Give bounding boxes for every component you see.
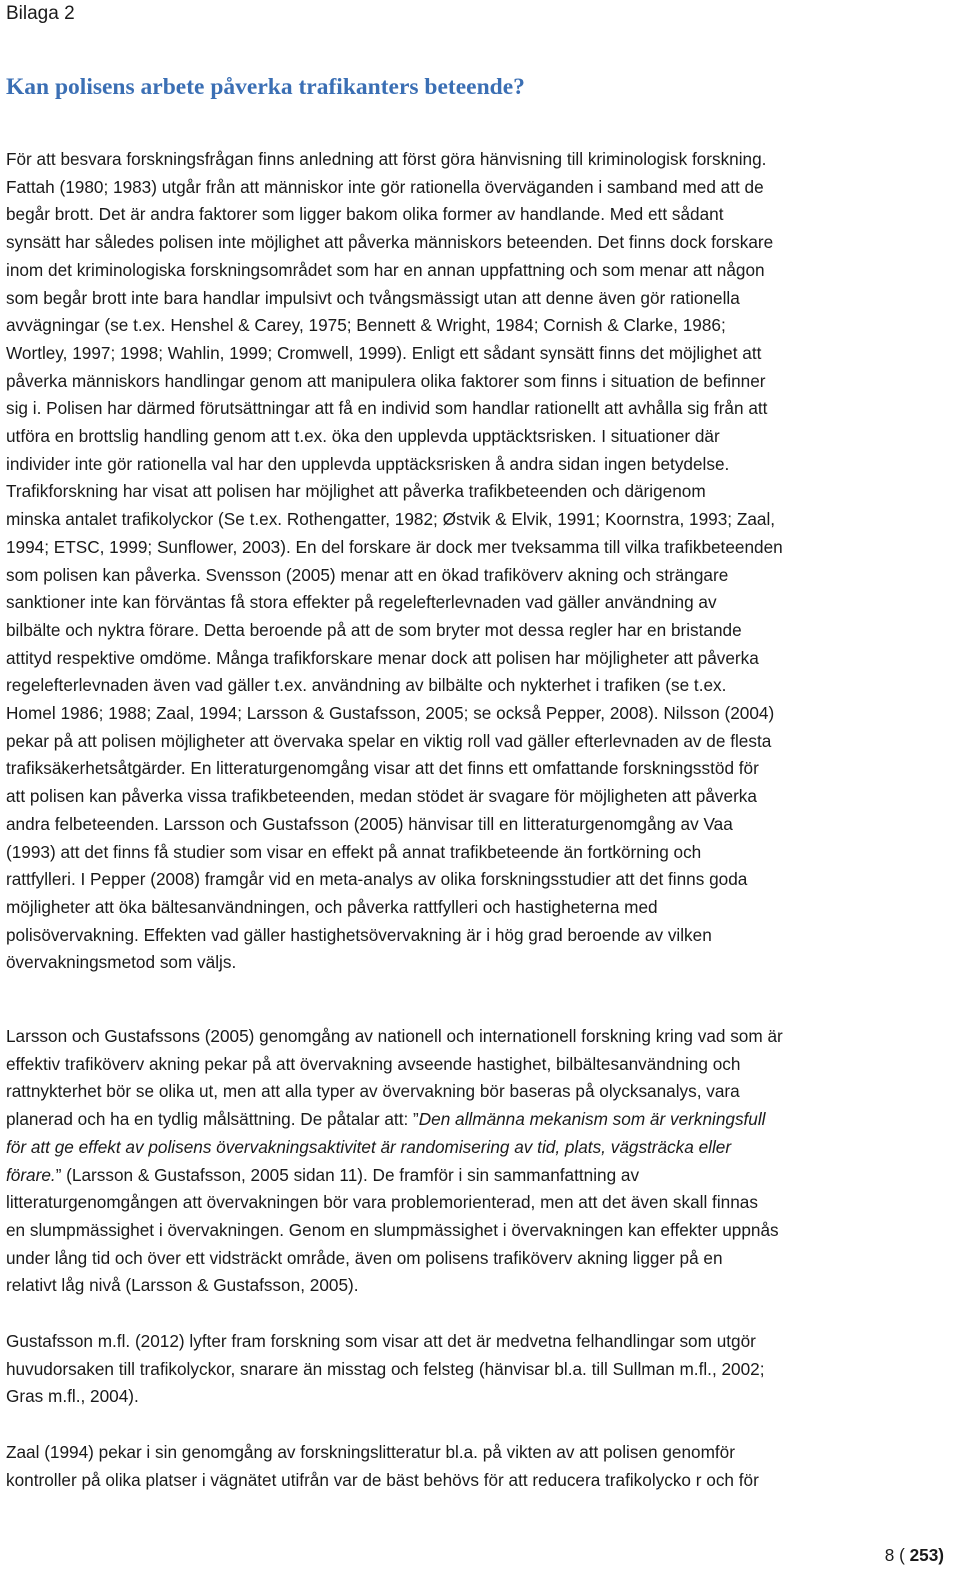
text-line: attityd respektive omdöme. Många trafikforskare menar dock att polisen har möjligheter att påverka bbox=[6, 647, 759, 668]
text-line: individer inte gör rationella val har den upplevda upptäcksrisken å andra sidan ingen betydelse. bbox=[6, 453, 730, 474]
text-line: inom det kriminologiska forskningsområdet som har en annan uppfattning och som menar att någon bbox=[6, 259, 765, 280]
page-title: Kan polisens arbete påverka trafikanters beteende? bbox=[6, 74, 525, 100]
text-line: utföra en brottslig handling genom att t.ex. öka den upplevda upptäcktsrisken. I situationer där bbox=[6, 426, 720, 447]
paragraph-4 bbox=[6, 1439, 946, 1494]
text-line: minska antalet trafikolyckor (Se t.ex. Rothengatter, 1982; Østvik & Elvik, 1991; Koornstra, 1993; Zaal, bbox=[6, 509, 776, 530]
text-line: Larsson och Gustafssons (2005) genomgång av nationell och internationell forskning kring vad som är bbox=[6, 1026, 783, 1046]
text-line bbox=[6, 1106, 946, 1134]
page-number bbox=[885, 1543, 944, 1567]
text-line: övervakningsmetod som väljs. bbox=[6, 952, 237, 973]
text-line: Wortley, 1997; 1998; Wahlin, 1999; Cromwell, 1999). Enligt ett sådant synsätt finns det möjlighet att bbox=[6, 342, 762, 363]
text-line: effektiv trafiköverv akning pekar på att övervakning avseende hastighet, bilbältesanvändning och bbox=[6, 1053, 741, 1074]
text-line: polisövervakning. Effekten vad gäller hastighetsövervakning är i hög grad beroende av vilken bbox=[6, 924, 712, 945]
text-line: att polisen kan påverka vissa trafikbeteenden, medan stödet är svagare för möjligheten att påverka bbox=[6, 786, 757, 807]
text-line: sanktioner inte kan förväntas få stora effekter på regelefterlevnaden vad gäller användning av bbox=[6, 592, 717, 613]
text-line: litteraturgenomgången att övervakningen bör vara problemorienterad, men att det även skall finnas bbox=[6, 1192, 758, 1213]
text-line: som polisen kan påverka. Svensson (2005) menar att en ökad trafiköverv akning och strängare bbox=[6, 564, 729, 585]
text-line: Zaal (1994) pekar i sin genomgång av forskningslitteratur bl.a. på vikten av att polisen genomför bbox=[6, 1442, 735, 1462]
text-segment: ” (Larsson & Gustafsson, 2005 sidan 11). De framför i sin sammanfattning av bbox=[55, 1164, 640, 1185]
quote-text: för att ge effekt av polisens övervakningsaktivitet är randomisering av tid, plats, vägsträcka eller bbox=[6, 1136, 732, 1157]
text-line bbox=[6, 1134, 946, 1162]
text-line: en slumpmässighet i övervakningen. Genom en slumpmässighet i övervakningen kan effekter uppnås bbox=[6, 1219, 779, 1240]
text-line: (1993) att det finns få studier som visar en effekt på annat trafikbeteende än fortkörning och bbox=[6, 841, 702, 862]
text-line: under lång tid och över ett vidsträckt område, även om polisens trafiköverv akning ligger på en bbox=[6, 1247, 723, 1268]
paragraph-3 bbox=[6, 1328, 946, 1411]
paragraph-2 bbox=[6, 1023, 946, 1300]
paragraph-1 bbox=[6, 146, 946, 977]
text-line: regelefterlevnaden även vad gäller t.ex. användning av bilbälte och nykterhet i trafiken (se t.ex. bbox=[6, 675, 727, 696]
text-line: bilbälte och nyktra förare. Detta beroende på att de som bryter mot dessa regler har en bristande bbox=[6, 619, 742, 640]
text-line: Trafikforskning har visat att polisen har möjlighet att påverka trafikbeteenden och därigenom bbox=[6, 481, 706, 502]
quote-text: Den allmänna mekanism som är verkningsfull bbox=[418, 1109, 766, 1130]
page-open-paren: ( bbox=[899, 1545, 905, 1565]
text-line: Homel 1986; 1988; Zaal, 1994; Larsson & Gustafsson, 2005; se också Pepper, 2008). Nilsson (2004) bbox=[6, 703, 775, 724]
text-line: sig i. Polisen har därmed förutsättningar att få en individ som handlar rationellt att avhålla sig från att bbox=[6, 398, 768, 419]
text-line: begår brott. Det är andra faktorer som ligger bakom olika former av handlande. Med ett sådant bbox=[6, 204, 724, 225]
text-line bbox=[6, 1162, 946, 1190]
text-line: relativt låg nivå (Larsson & Gustafsson, 2005). bbox=[6, 1275, 359, 1296]
text-line: rattnykterhet bör se olika ut, men att alla typer av övervakning bör baseras på olycksanalys, vara bbox=[6, 1081, 740, 1102]
text-line: För att besvara forskningsfrågan finns anledning att först göra hänvisning till kriminologisk forskning. bbox=[6, 149, 767, 169]
page-current: 8 bbox=[884, 1545, 895, 1565]
appendix-label: Bilaga 2 bbox=[6, 3, 75, 24]
text-line: avvägningar (se t.ex. Henshel & Carey, 1975; Bennett & Wright, 1984; Cornish & Clarke, 1986; bbox=[6, 315, 726, 336]
text-segment: planerad och ha en tydlig målsättning. De påtalar att: ” bbox=[6, 1109, 419, 1130]
text-line: möjligheter att öka bältesanvändningen, och påverka rattfylleri och hastigheterna med bbox=[6, 896, 658, 917]
text-line: som begår brott inte bara handlar impulsivt och tvångsmässigt utan att denne även gör rationella bbox=[6, 287, 740, 308]
text-line: andra felbeteenden. Larsson och Gustafsson (2005) hänvisar till en litteraturgenomgång av Vaa bbox=[6, 813, 733, 834]
text-line: Fattah (1980; 1983) utgår från att människor inte gör rationella överväganden i samband med att de bbox=[6, 176, 764, 197]
text-line: kontroller på olika platser i vägnätet utifrån var de bäst behövs för att reducera trafikolycko r och för bbox=[6, 1469, 759, 1490]
text-line: Gras m.fl., 2004). bbox=[6, 1386, 139, 1407]
text-line: synsätt har således polisen inte möjlighet att påverka människors beteenden. Det finns dock forskare bbox=[6, 232, 774, 253]
quote-text: förare. bbox=[6, 1164, 56, 1185]
text-line: påverka människors handlingar genom att manipulera olika faktorer som finns i situation de befinner bbox=[6, 370, 766, 391]
text-line: pekar på att polisen möjligheter att övervaka spelar en viktig roll vad gäller efterlevnaden av de flesta bbox=[6, 730, 772, 751]
text-line: Gustafsson m.fl. (2012) lyfter fram forskning som visar att det är medvetna felhandlingar som utgör bbox=[6, 1331, 756, 1351]
text-line: rattfylleri. I Pepper (2008) framgår vid en meta-analys av olika forskningsstudier att det finns goda bbox=[6, 869, 748, 890]
text-line: 1994; ETSC, 1999; Sunflower, 2003). En del forskare är dock mer tveksamma till vilka trafikbeteenden bbox=[6, 536, 783, 557]
page-total: 253) bbox=[909, 1545, 944, 1565]
text-line: huvudorsaken till trafikolyckor, snarare än misstag och felsteg (hänvisar bl.a. till Sullman m.fl., 2002; bbox=[6, 1358, 765, 1379]
text-line: trafiksäkerhetsåtgärder. En litteraturgenomgång visar att det finns ett omfattande forskningsstöd för bbox=[6, 758, 759, 779]
